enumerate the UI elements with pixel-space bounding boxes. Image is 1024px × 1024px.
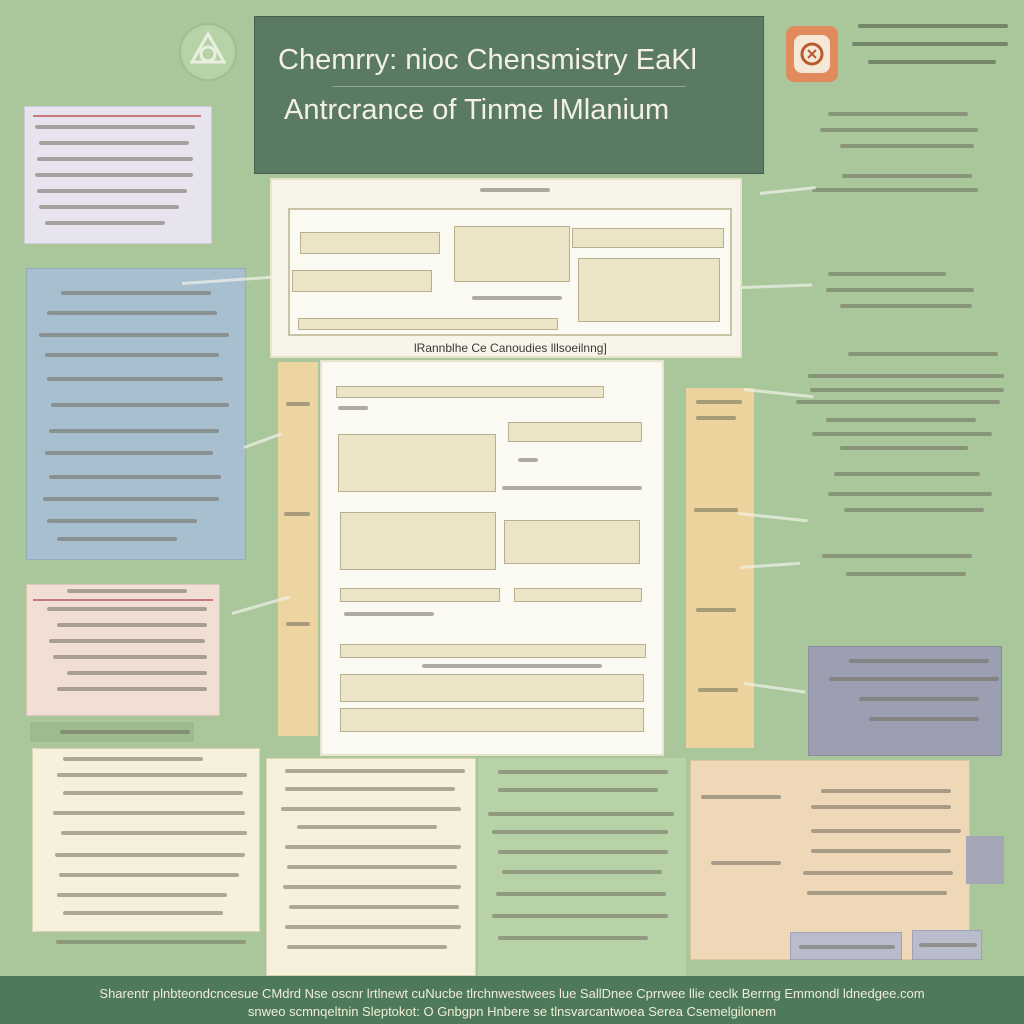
right-text-block-2 — [812, 172, 980, 196]
connector-arrow — [243, 432, 282, 448]
footer-bar — [0, 976, 1024, 1024]
right-text-block-6 — [816, 552, 986, 588]
right-text-block-1 — [820, 110, 980, 160]
cream-card-caption — [56, 940, 246, 944]
footer-line-1: Sharentr plnbteondcncesue CMdrd Nse oscnr lrtlnewt cuNucbe tlrchnwestwees lue SallDnee Cprrwee llie ceclk Berrng Emmondl ldnedgee.com — [99, 986, 925, 1001]
diagram-panel-top — [270, 178, 742, 358]
bottom-card-green — [478, 758, 686, 976]
info-card-pink — [26, 584, 220, 716]
connector-arrow — [760, 186, 816, 195]
page-subtitle: Antrcrance of Tinme IMlanium — [284, 94, 670, 126]
bottom-card-center — [266, 758, 476, 976]
tag-badge-1 — [790, 932, 902, 960]
right-text-block-4 — [796, 350, 1008, 450]
diagram-caption: lRannblhe Ce Canoudies lllsoeilnng] — [414, 341, 607, 355]
lab-badge-icon — [786, 26, 838, 82]
top-right-text-block — [850, 22, 1010, 72]
right-text-block-5 — [814, 470, 998, 526]
side-strip-left — [278, 362, 318, 736]
connector-arrow — [742, 284, 812, 289]
title-rule — [332, 86, 686, 87]
info-card-blue — [26, 268, 246, 560]
tag-badge-2 — [912, 930, 982, 960]
info-card-lavender — [24, 106, 212, 244]
molecule-icon — [176, 20, 240, 84]
tag-badge-3 — [966, 836, 1004, 884]
info-card-slate — [808, 646, 1002, 756]
footer-line-2: snweo scmnqeltnin Sleptokot: O Gnbgpn Hnbere se tlnsvarcantwoea Serea Csemelgilonem — [247, 1004, 777, 1019]
label-strip — [30, 722, 194, 742]
page-title: Chemrry: nioc Chensmistry EaKl — [278, 44, 697, 76]
diagram-panel-main — [320, 360, 664, 756]
right-text-block-3 — [824, 270, 976, 314]
info-card-cream — [32, 748, 260, 932]
